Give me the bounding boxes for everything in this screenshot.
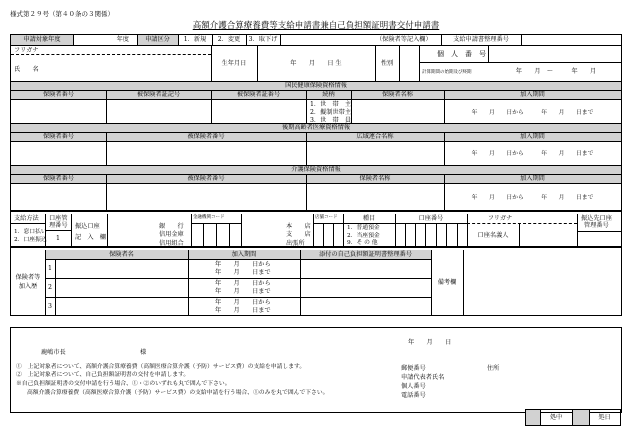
bank-code-label: 金融機関コード	[193, 215, 225, 220]
application-date[interactable]: 年 月 日	[408, 339, 452, 346]
holder-furigana-label: フリガナ	[487, 214, 513, 222]
relation-option[interactable]: 3．世 帯 員	[310, 116, 352, 124]
history-h-insurer: 保険者名	[109, 250, 134, 258]
elderly-header-row	[11, 133, 621, 142]
declaration-line-1: ① 上記対象者について、高額介護合算療養費（高額医療合算介護（予防）サービス費）の支給を申請します。	[16, 364, 306, 370]
elderly-period-field[interactable]: 年 月 日から 年 月 日まで	[471, 150, 594, 157]
postal-code-label: 郵便番号	[401, 365, 426, 372]
elderly-h-union-name: 広域連合名称	[356, 133, 394, 141]
page-title: 高額介護合算療養費等支給申請書兼自己負担額証明書交付申請書	[192, 21, 440, 32]
care-data-row[interactable]	[11, 184, 621, 212]
care-h-insured-no: 被保険者番号	[187, 175, 225, 183]
insurer-entry-label: （保険者等記入欄）	[376, 36, 432, 43]
furigana-label: フリガナ	[14, 47, 39, 54]
care-h-insurer-name: 保険者名称	[359, 175, 391, 183]
bank-type-option[interactable]: 信用金庫	[159, 231, 184, 239]
birth-label: 生年月日	[221, 59, 247, 67]
care-h-insurer-no: 保険者番号	[43, 175, 74, 183]
care-title-row	[11, 166, 621, 175]
history-from[interactable]: 年 月 日から	[215, 261, 271, 268]
history-from[interactable]: 年 月 日から	[215, 299, 271, 306]
account-mgmt-label: 振込先口座	[581, 215, 612, 222]
history-side-2: 加入歴	[18, 283, 38, 290]
nendo-label: 申請対象年度	[23, 36, 61, 44]
history-to[interactable]: 年 月 日まで	[215, 269, 271, 276]
kouza-seiri-label: 口座管	[49, 215, 68, 222]
nhi-title: 国民健康保険資格情報	[285, 82, 347, 90]
bank-type-option[interactable]: 銀 行	[159, 223, 184, 230]
history-side-label	[11, 250, 45, 316]
period-field[interactable]: 年 月 ～ 年 月	[515, 68, 597, 76]
option-change[interactable]: 2．変更	[217, 36, 241, 44]
bank-type-option[interactable]: 信用組合	[159, 239, 184, 247]
kouza-seiri-value: 1	[56, 235, 60, 243]
branch-type-option[interactable]: 支 店	[286, 231, 311, 239]
nhi-h-insurer-no: 保険者番号	[43, 91, 74, 99]
bank-type-options[interactable]	[159, 223, 184, 248]
application-form	[10, 34, 622, 316]
seiri-label: 支給申請書整理番号	[453, 36, 509, 44]
option-new[interactable]: 1．新規	[183, 36, 207, 44]
elderly-h-insured-no: 被保険者番号	[187, 133, 225, 141]
nhi-relation-options[interactable]	[310, 101, 351, 124]
branch-type-options[interactable]	[286, 223, 311, 248]
history-side-1: 保険者等	[15, 274, 41, 282]
payment-method-label: 支給方法	[14, 215, 39, 222]
history-to[interactable]: 年 月 日まで	[215, 288, 271, 295]
history-h-period: 加入期間	[231, 250, 257, 258]
period-label: 計算期間の始期及び終期	[422, 70, 472, 75]
declaration-note: ※自己負担額証明書の交付申請を行う場合、①・②のいずれも丸で囲んで下さい。	[16, 381, 231, 387]
bank-row	[11, 214, 621, 248]
care-h-period: 加入期間	[520, 175, 545, 183]
kouza-seiri-label-2: 理番号	[49, 222, 68, 229]
nhi-title-row	[11, 82, 621, 91]
nendo-field[interactable]: 年度	[116, 36, 129, 44]
account-type-options[interactable]	[347, 225, 380, 248]
holder-name-label: 口座名義人	[477, 232, 509, 240]
name-label: 氏 名	[14, 66, 39, 73]
phone-label: 電話番号	[401, 392, 426, 399]
elderly-data-row[interactable]	[11, 142, 621, 166]
sex-label: 性別	[380, 59, 394, 67]
header-row	[11, 35, 621, 46]
declaration-block	[10, 327, 622, 413]
processing-date-stamp: 処日	[598, 413, 611, 421]
processing-stamps	[525, 409, 621, 426]
history-to[interactable]: 年 月 日まで	[215, 307, 271, 314]
birth-field[interactable]: 年 月 日 生	[290, 59, 342, 67]
history-h-cert-no: 添付の自己負担額証明書整理番号	[319, 250, 412, 258]
kojin-label: 個 人 番 号	[437, 50, 486, 58]
elderly-h-period: 加入期間	[520, 133, 545, 141]
kubun-label: 申請区分	[145, 36, 170, 44]
elderly-h-insurer-no: 保険者番号	[43, 133, 74, 141]
account-type-option[interactable]: 1．普通預金	[347, 225, 380, 231]
history-row-number: 3	[48, 302, 52, 310]
branch-type-option[interactable]: 本 店	[286, 223, 311, 230]
history-table	[11, 250, 621, 316]
furikomi-label: 振込口座	[75, 223, 100, 230]
care-title: 介護保険資格情報	[291, 166, 341, 174]
declaration-note-2: 高額介護合算療養費（高額医療合算介護（予防）サービス費）の支給申請を行う場合、①のみを丸で囲んで下さい。	[27, 390, 329, 396]
relation-option[interactable]: 1．世 帯 主	[310, 101, 352, 108]
branch-code-label: 店舗コード	[315, 215, 338, 220]
nhi-period-field[interactable]: 年 月 日から 年 月 日まで	[471, 109, 594, 116]
personal-number-label: 個人番号	[401, 383, 426, 390]
pay-option-window[interactable]: 1．窓口払い	[14, 229, 47, 235]
option-withdraw[interactable]: 3．取下げ	[248, 36, 278, 44]
history-row-number: 1	[48, 264, 52, 272]
elderly-title: 後期高齢者医療資格情報	[281, 124, 351, 132]
honorific: 様	[140, 349, 147, 356]
pay-option-transfer[interactable]: 2．口座振込	[14, 237, 47, 243]
history-row-number: 2	[48, 283, 52, 291]
kinyu-label: 記 入 欄	[75, 234, 106, 241]
account-no-label: 口座番号	[418, 214, 444, 222]
processing-mid-stamp: 処中	[549, 413, 563, 421]
nhi-data-row[interactable]	[11, 100, 621, 124]
declaration-line-2: ② 上記対象者について、自己負担額証明書の交付を申請します。	[16, 372, 190, 378]
remarks-label: 備考欄	[437, 279, 457, 287]
nhi-h-card-symbol: 被保険者証記号	[136, 91, 181, 99]
branch-type-option[interactable]: 出張所	[286, 239, 305, 247]
care-header-row	[11, 175, 621, 184]
history-from[interactable]: 年 月 日から	[215, 280, 271, 287]
nhi-h-card-no: 被保険者証番号	[236, 91, 281, 99]
account-type-option[interactable]: 2．当座預金	[347, 232, 380, 239]
account-type-option[interactable]: 9．そ の 他	[347, 240, 378, 247]
account-type-label: 種目	[362, 214, 376, 222]
nhi-h-insurer-name: 保険者名称	[382, 91, 413, 99]
account-mgmt-label-2: 管理番号	[584, 222, 609, 229]
nhi-header-row	[11, 91, 621, 100]
mayor-label: 鹿嶋市長	[41, 349, 66, 356]
nhi-h-relation: 続柄	[322, 91, 335, 99]
elderly-title-row	[11, 124, 621, 133]
applicant-name-label: 申請代表者氏名	[401, 374, 445, 381]
address-label: 住所	[487, 365, 500, 372]
nhi-h-period: 加入期間	[520, 91, 545, 99]
relation-option[interactable]: 2．擬制世帯主	[310, 108, 352, 116]
person-row	[11, 46, 621, 82]
care-period-field[interactable]: 年 月 日から 年 月 日まで	[471, 194, 594, 201]
form-number: 様式第２９号（第４０条の３関係）	[10, 10, 114, 18]
